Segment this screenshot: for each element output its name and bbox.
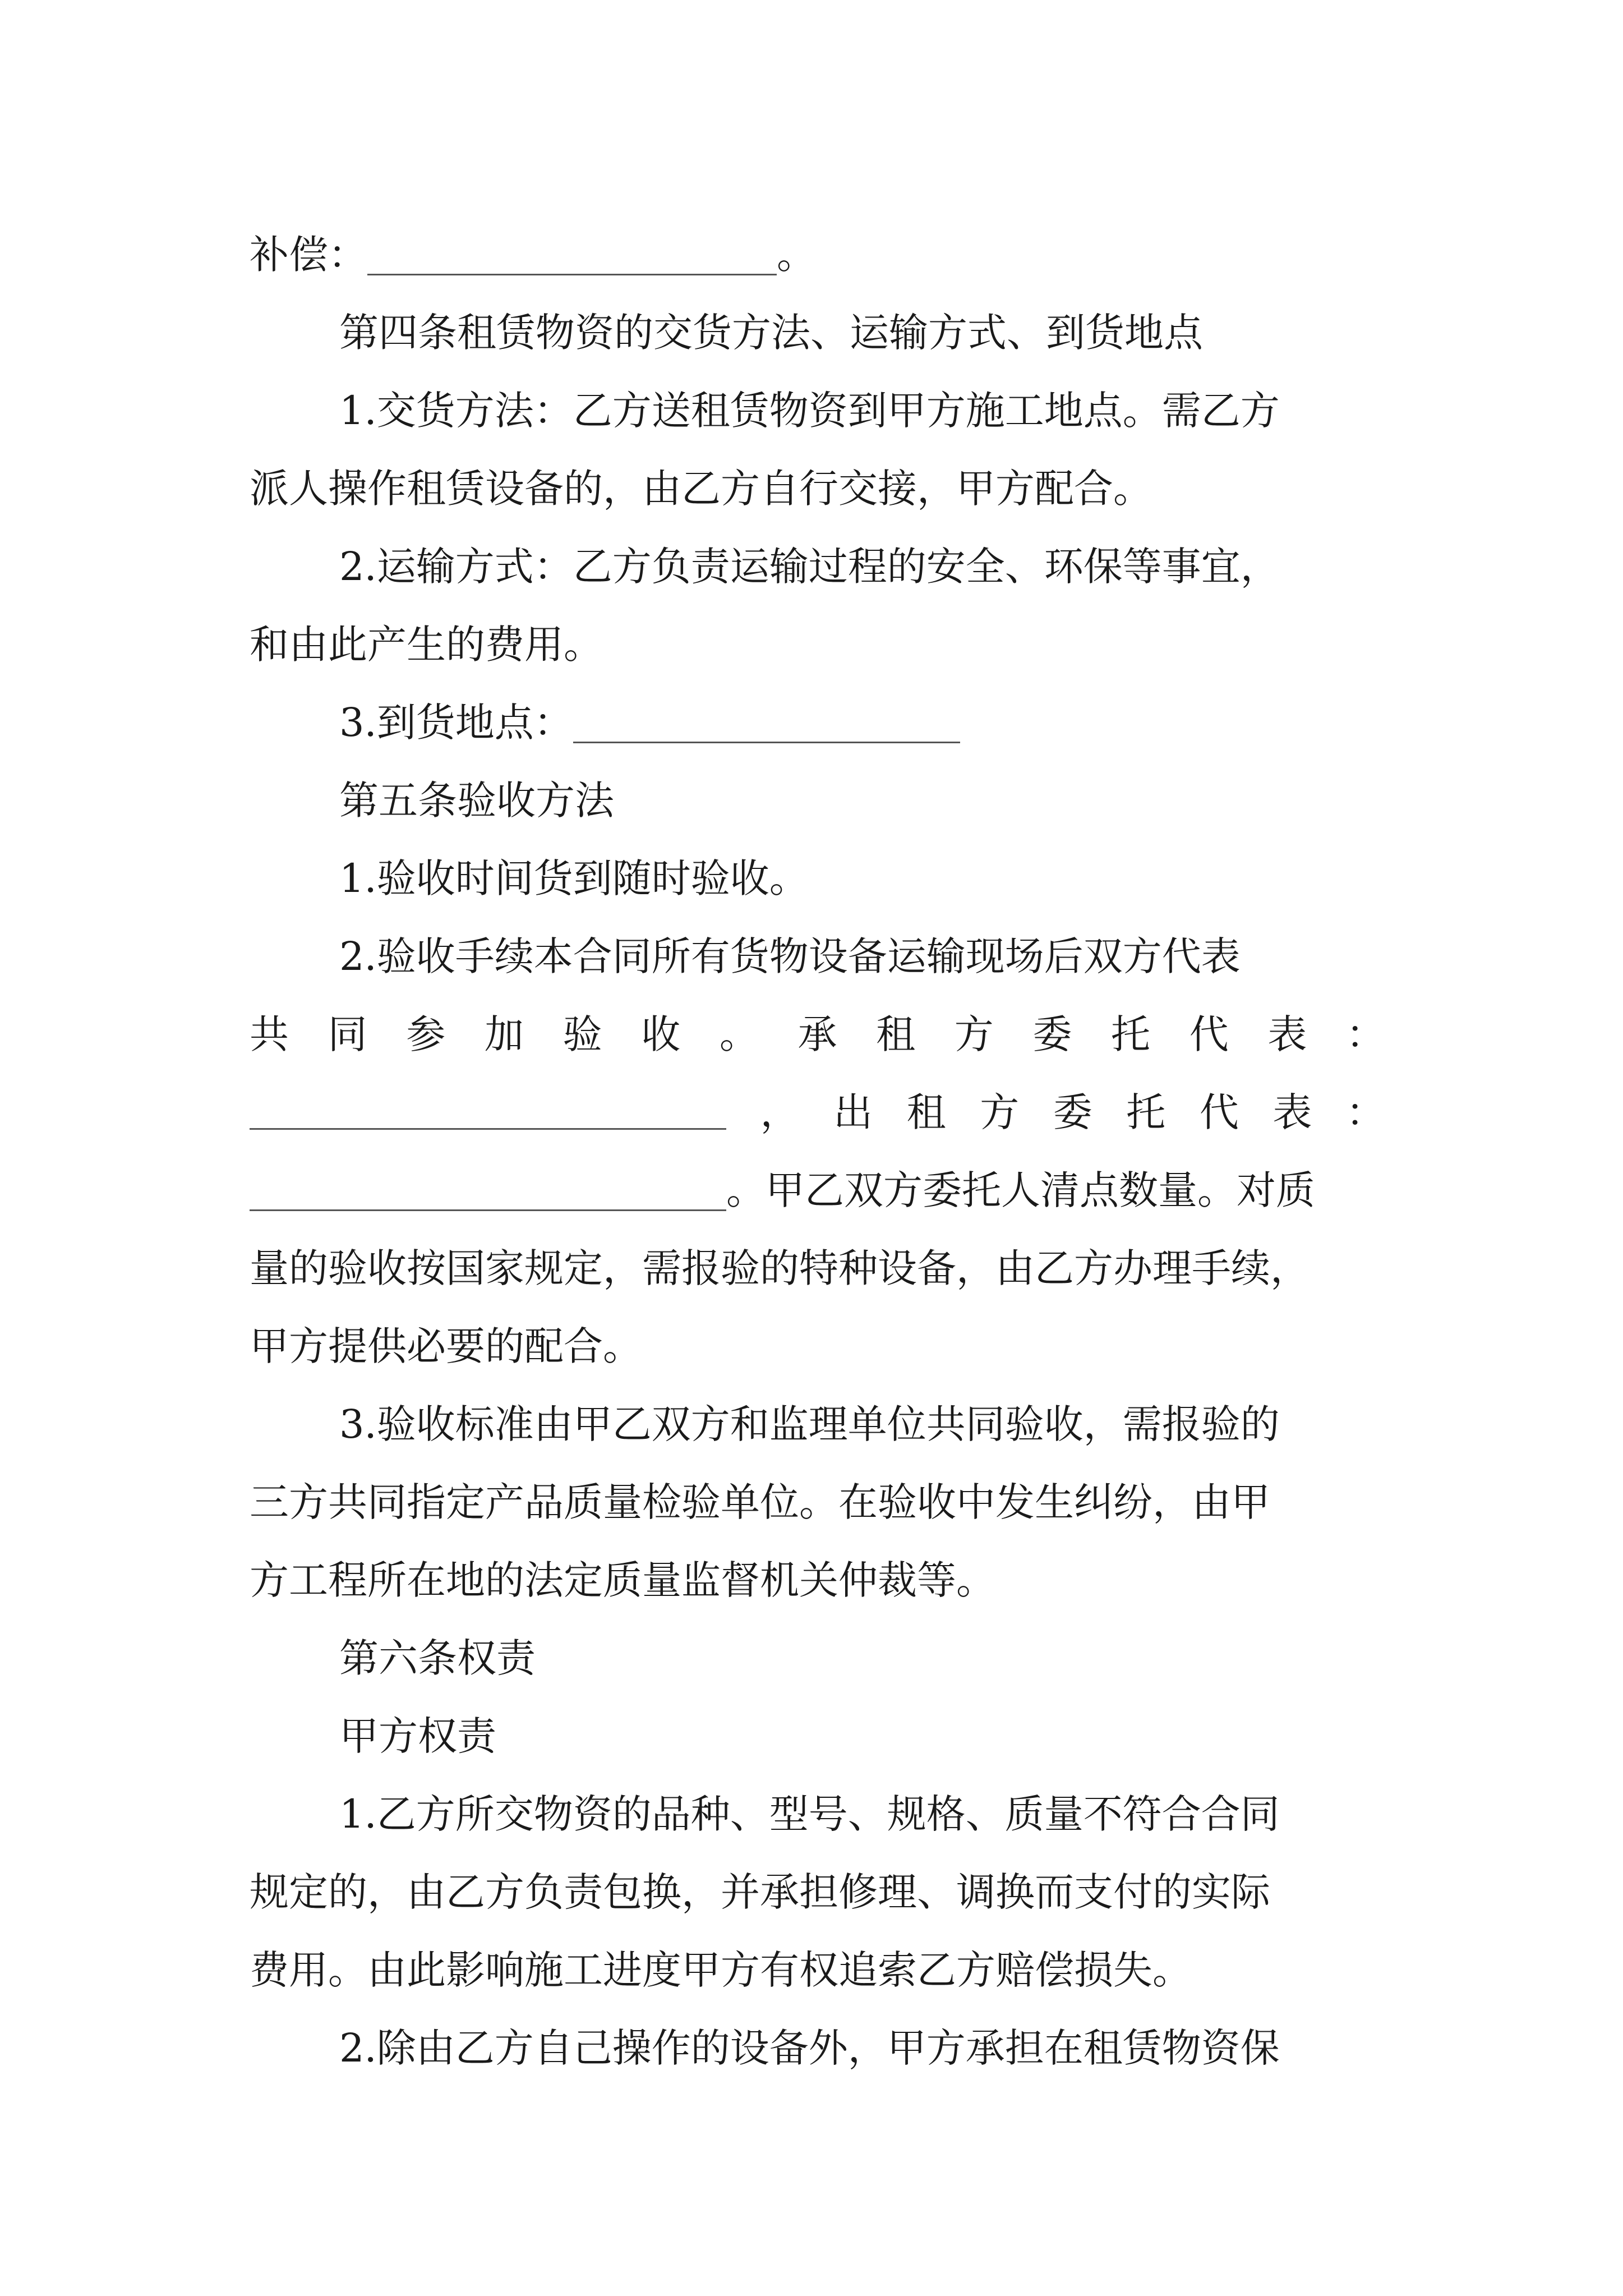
char: 验 bbox=[562, 1011, 602, 1057]
article-5-item-2-cont-3 bbox=[250, 1152, 1385, 1230]
char: 收 bbox=[641, 1011, 681, 1057]
char: 表 bbox=[1267, 1011, 1307, 1057]
char: 托 bbox=[1111, 1011, 1151, 1057]
article-5-heading: 第五条验收方法 bbox=[339, 777, 614, 823]
char: 参 bbox=[406, 1011, 446, 1057]
compensation-label: 补偿： bbox=[250, 232, 367, 278]
delivery-location-label: 3.到货地点： bbox=[339, 700, 573, 746]
article-6-heading: 第六条权责 bbox=[339, 1635, 536, 1681]
article-5-item-2-spread-2 bbox=[250, 1074, 1385, 1152]
article-4-item-2-cont: 和由此产生的费用。 bbox=[250, 622, 603, 668]
article-5-item-2-cont-3-text: 。甲乙双方委托人清点数量。对质 bbox=[726, 1167, 1315, 1213]
char: 租 bbox=[906, 1089, 946, 1135]
article-5-item-2-cont-4: 量的验收按国家规定，需报验的特种设备，由乙方办理手续， bbox=[250, 1245, 1310, 1291]
article-4-item-3 bbox=[250, 684, 1385, 762]
char: 租 bbox=[876, 1011, 916, 1057]
char: 方 bbox=[980, 1089, 1020, 1135]
article-5-item-2-cont-5: 甲方提供必要的配合。 bbox=[250, 1323, 642, 1369]
char: 方 bbox=[954, 1011, 994, 1057]
party-a-item-2: 2.除由乙方自己操作的设备外，甲方承担在租赁物资保 bbox=[339, 2025, 1280, 2071]
char: ： bbox=[1345, 1089, 1385, 1135]
article-5-item-1: 1.验收时间货到随时验收。 bbox=[339, 855, 809, 901]
article-4-item-1-cont: 派人操作租赁设备的，由乙方自行交接，甲方配合。 bbox=[250, 466, 1152, 512]
article-5-item-3-cont-2: 方工程所在地的法定质量监督机关仲裁等。 bbox=[250, 1557, 995, 1603]
article-5-item-3-cont-1: 三方共同指定产品质量检验单位。在验收中发生纠纷，由甲 bbox=[250, 1479, 1270, 1525]
char: 同 bbox=[328, 1011, 367, 1057]
char: 代 bbox=[1189, 1011, 1229, 1057]
article-4-item-1-text: 1.交货方法：乙方送租赁物资到甲方施工地点。需乙方 bbox=[339, 388, 1280, 434]
document-body bbox=[250, 216, 1385, 2087]
char: 加 bbox=[484, 1011, 524, 1057]
delivery-location-blank[interactable] bbox=[573, 702, 960, 743]
lessee-representative-blank[interactable] bbox=[250, 1089, 726, 1130]
line-compensation bbox=[250, 216, 1385, 294]
compensation-blank[interactable] bbox=[367, 234, 777, 275]
char: 托 bbox=[1126, 1089, 1166, 1135]
char: 表 bbox=[1272, 1089, 1312, 1135]
article-5-item-3: 3.验收标准由甲乙双方和监理单位共同验收，需报验的 bbox=[339, 1401, 1280, 1447]
char: 委 bbox=[1032, 1011, 1072, 1057]
compensation-end: 。 bbox=[777, 232, 816, 278]
char: 代 bbox=[1199, 1089, 1239, 1135]
char: 共 bbox=[250, 1011, 289, 1057]
char: ， bbox=[760, 1089, 800, 1135]
char: ： bbox=[1345, 1011, 1385, 1057]
article-4-item-2: 2.运输方式：乙方负责运输过程的安全、环保等事宜， bbox=[339, 544, 1280, 590]
article-4-item-1 bbox=[250, 372, 1385, 450]
char: 委 bbox=[1053, 1089, 1092, 1135]
article-5-item-2: 2.验收手续本合同所有货物设备运输现场后双方代表 bbox=[339, 933, 1241, 979]
article-5-item-2-spread-1 bbox=[250, 996, 1385, 1074]
party-a-item-1-cont-1: 规定的，由乙方负责包换，并承担修理、调换而支付的实际 bbox=[250, 1869, 1270, 1915]
char: 出 bbox=[833, 1089, 873, 1135]
char: 承 bbox=[797, 1011, 837, 1057]
party-a-item-1-cont-2: 费用。由此影响施工进度甲方有权追索乙方赔偿损失。 bbox=[250, 1947, 1192, 1993]
article-4-heading: 第四条租赁物资的交货方法、运输方式、到货地点 bbox=[339, 310, 1203, 356]
party-a-item-1: 1.乙方所交物资的品种、型号、规格、质量不符合合同 bbox=[339, 1791, 1280, 1837]
party-a-rights-heading: 甲方权责 bbox=[339, 1713, 496, 1759]
lessor-representative-blank[interactable] bbox=[250, 1170, 726, 1211]
char: 。 bbox=[719, 1011, 759, 1057]
